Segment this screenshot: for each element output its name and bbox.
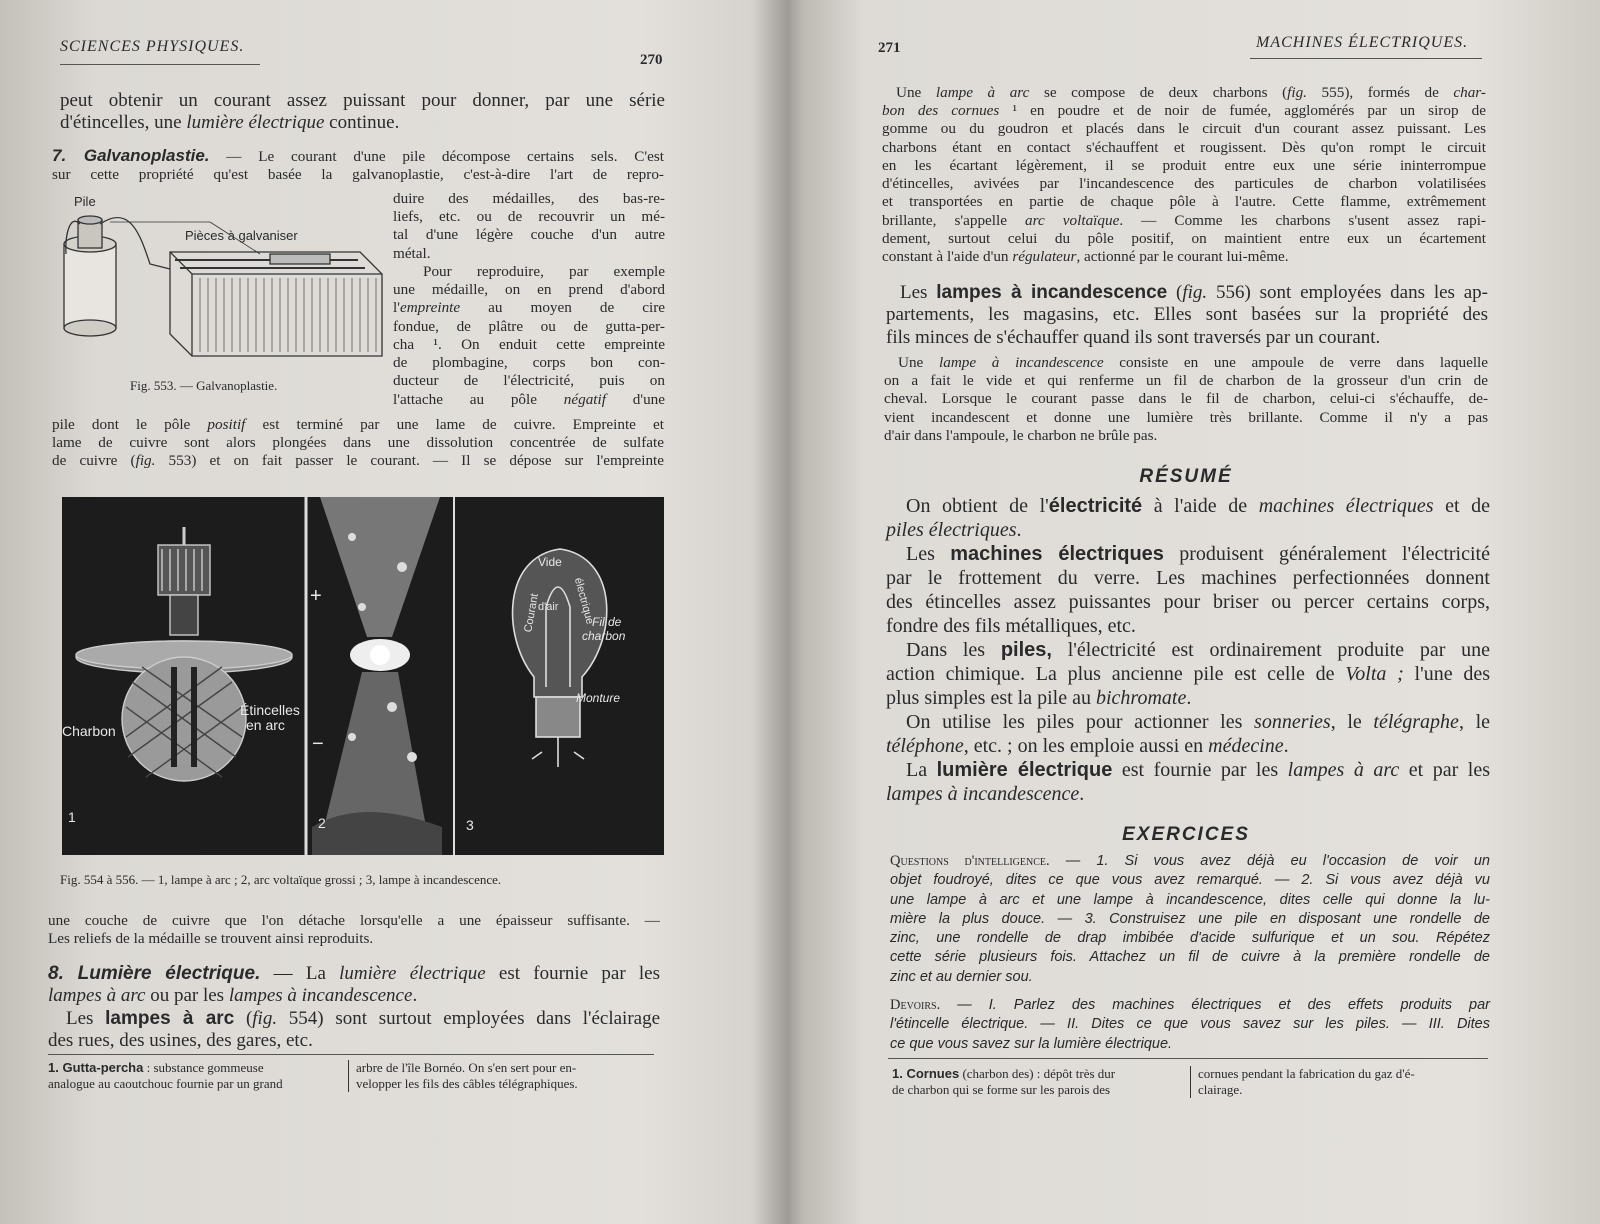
section-7-lead: 7. Galvanoplastie. — Le courant d'une pile décompose certains sels. C'est sur cette propriété qu'est basée la galvanoplastie, c'est-à-dire l'art de repro- (52, 146, 665, 184)
figure-554-caption: Fig. 554 à 556. — 1, lampe à arc ; 2, arc voltaïque grossi ; 3, lampe à incandescence. (60, 872, 502, 887)
lamps-illustration (62, 497, 664, 855)
section-7-continued: pile dont le pôle positif est terminé par une lame de cuivre. Empreinte et lame de cuivre sont alors plongées dans une dissolution concentrée de sulfate de cuivre (fig. 553) et on fait passer le courant. — Il se dépose sur l'empreinte (52, 416, 664, 470)
figure-553 (60, 194, 390, 369)
figure-553-caption: Fig. 553. — Galvanoplastie. (130, 378, 278, 393)
footnote-rule (888, 1058, 1488, 1059)
footnote-col-2: cornues pendant la fabrication du gaz d'é- clairage. (1198, 1066, 1415, 1097)
footnote-col-1: 1. Gutta-percha : substance gommeuse analogue au caoutchouc fournie par un grand (48, 1060, 283, 1091)
exercices-heading: EXERCICES (1122, 824, 1250, 845)
section-title: 7. Galvanoplastie. (52, 146, 210, 165)
label-2: 2 (318, 815, 326, 831)
footnote-divider (348, 1060, 349, 1092)
label-dair: d'air (538, 601, 559, 613)
label-charbon: Charbon (62, 723, 116, 739)
label-electrique: électrique (571, 576, 596, 626)
label-minus: − (312, 733, 324, 755)
section-8: 8. Lumière électrique. — La lumière électrique est fournie par les lampes à arc ou par les lampes à incandescence. Les lampes à arc (fig. 554) sont surtout employées dans l'éclairage des rues, des usines, des gares, etc. (48, 963, 661, 1052)
resume-body: On obtient de l'électricité à l'aide de machines électriques et de piles électriques. Les machines électriques produisent généralement l'électricité par le frottement du verre. Les machines perfectionnées donnent des étincelles assez puissantes pour briser ou percer certains corps, fondre des fils métalliques, etc. Dans les piles, l'électricité est ordinairement produite par une action chimique. La plus ancienne pile est celle de Volta ; l'une des plus simples est la pile au bichromate. On utilise les piles pour actionner les sonneries, le télégraphe, le téléphone, etc. ; on les emploie aussi en médecine. La lumière électrique est fournie par les lampes à arc et par les lampes à incandescence. (886, 495, 1491, 805)
footnote-col-2: arbre de l'île Bornéo. On s'en sert pour en- velopper les fils des câbles télégraphiques. (356, 1060, 578, 1091)
label-charbon-fil: charbon (582, 629, 626, 643)
page-number: 271 (878, 40, 901, 56)
page-number: 270 (640, 52, 663, 68)
incandescent-paragraph: Les lampes à incandescence (fig. 556) sont employées dans les ap- partements, les magasins, etc. Elles sont basées sur la propriété des fils minces de s'échauffer quand ils sont traversés par un courant. (886, 282, 1488, 348)
resume-heading: RÉSUMÉ (1139, 466, 1233, 487)
label-plus: + (310, 585, 322, 607)
label-3: 3 (466, 817, 474, 833)
label-pieces: Pièces à galvaniser (185, 228, 298, 243)
label-vide: Vide (538, 555, 562, 569)
label-etincelles: Étincelles (240, 702, 300, 718)
footnote-col-1: 1. Cornues (charbon des) : dépôt très dur de charbon qui se forme sur les parois des (892, 1066, 1116, 1097)
figure-554-556 (62, 497, 664, 855)
label-courant: Courant (522, 592, 541, 634)
header-rule (1250, 58, 1482, 59)
section-7-column: duire des médailles, des bas-re- liefs, etc. ou de recouvrir un mé- tal d'une légère couche d'un autre métal. Pour reproduire, par exemple une médaille, on en prend d'abord l'empreinte au moyen de cire fondue, de plâtre ou de gutta-per- cha ¹. On enduit cette empreinte de plombagine, corps bon con- ducteur de l'électricité, puis on l'attache au pôle négatif d'une (393, 190, 666, 408)
section-title: 8. Lumière électrique. (48, 963, 261, 984)
label-pile: Pile (74, 194, 96, 209)
galvanoplasty-illustration (60, 194, 390, 369)
footnote-divider (1190, 1066, 1191, 1098)
label-1: 1 (68, 809, 76, 825)
label-monture: Monture (576, 691, 621, 705)
questions: Questions d'intelligence. — 1. Si vous avez déjà eu l'occasion de voir un objet foudroyé, dites ce que vous avez remarqué. — 2. Si vous avez déjà vu une lampe à arc et une lampe à incandescence, dites celle qui donne la lu- mière la plus douce. — 3. Construisez une pile en disposant une rondelle de zinc, une rondelle de drap imbibée d'acide sulfurique et un sou. Répétez cette série plusieurs fois. Attachez un fil de cuivre à la première rondelle de zinc et au dernier sou. (890, 853, 1490, 985)
right-page (800, 0, 1600, 1224)
section-7-end: une couche de cuivre que l'on détache lorsqu'elle a une épaisseur suffisante. — Les reliefs de la médaille se trouvent ainsi reproduits. (48, 912, 660, 948)
label-fil-de: Fil de (592, 615, 622, 629)
intro-paragraph: peut obtenir un courant assez puissant pour donner, par une série d'étincelles, une lumière électrique continue. (60, 90, 665, 134)
arc-lamp-paragraph: Une lampe à arc se compose de deux charbons (fig. 555), formés de char- bon des cornues ¹ en poudre et de noir de fumée, agglomérés par un sirop de gomme ou du goudron et placés dans le circuit d'un courant assez puissant. Les charbons étant en contact s'échauffent et rougissent. Dès qu'on rompt le circuit en les écartant légèrement, il se produit entre eux une série ininterrompue d'étincelles, avivées par l'incandescence des particules de charbon volatilisées et transportées en partie de chaque pôle à l'autre. Cette flamme, extrêmement brillante, s'appelle arc voltaïque. — Comme les charbons s'usent assez rapi- dement, surtout celui du pôle positif, on maintient entre eux un écartement constant à l'aide d'un régulateur, actionné par le courant lui-même. (882, 84, 1486, 266)
incandescent-detail: Une lampe à incandescence consiste en une ampoule de verre dans laquelle on a fait le vide et qui renferme un fil de charbon de la grosseur d'un crin de cheval. Lorsque le courant passe dans le fil de charbon, celui-ci s'échauffe, de- vient incandescent et donne une lumière très brillante. Comme il n'y a pas d'air dans l'ampoule, le charbon ne brûle pas. (884, 354, 1489, 444)
header-rule (60, 64, 260, 65)
devoirs: Devoirs. — I. Parlez des machines électriques et des effets produits par l'étincelle électrique. — II. Dites ce que vous savez sur les piles. — III. Dites ce que vous savez sur la lumière électrique. (890, 997, 1490, 1052)
left-page (0, 0, 790, 1224)
footnote-rule (48, 1054, 654, 1055)
label-en-arc: en arc (246, 717, 285, 733)
running-header: SCIENCES PHYSIQUES. (60, 38, 245, 55)
running-header: MACHINES ÉLECTRIQUES. (1256, 34, 1469, 51)
